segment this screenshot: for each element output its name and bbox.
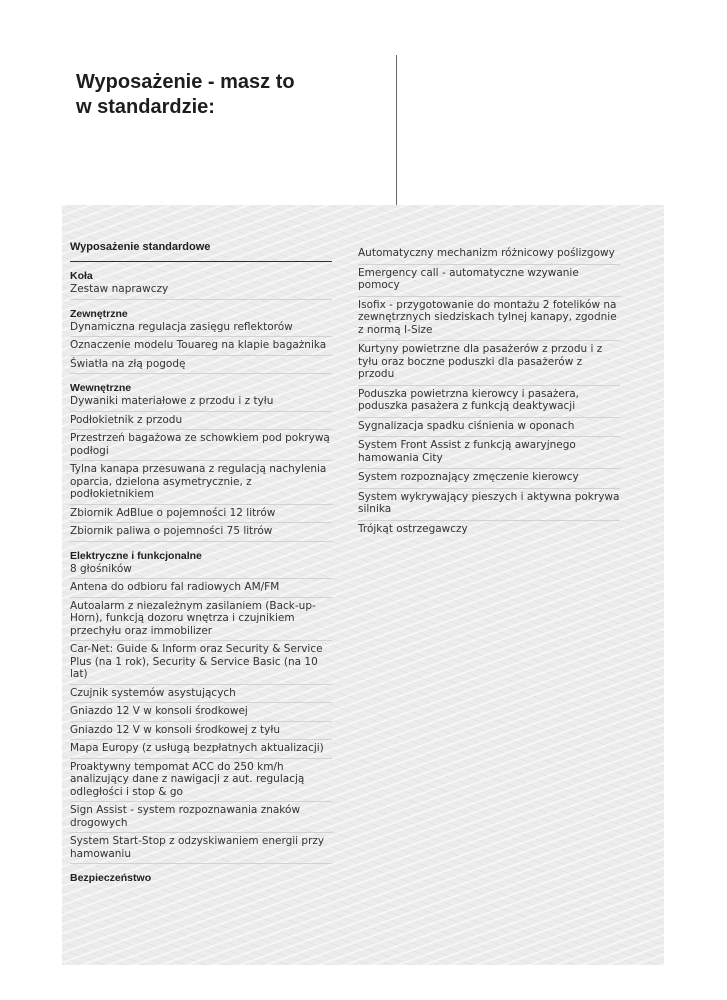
list-item: Gniazdo 12 V w konsoli środkowej [70, 703, 332, 722]
list-item: Czujnik systemów asystujących [70, 685, 332, 704]
list-item: Autoalarm z niezależnym zasilaniem (Back-up-Horn), funkcją dozoru wnętrza i czujnikiem przechyłu oraz immobilizer [70, 598, 332, 642]
list-item: Zestaw naprawczy [70, 283, 332, 300]
page-title-line-2: w standardzie: [76, 96, 215, 118]
group-title: Elektryczne i funkcjonalne [70, 549, 202, 562]
list-item: Proaktywny tempomat ACC do 250 km/h analizujący dane z nawigacji z aut. regulacją odległości i stop & go [70, 759, 332, 803]
list-item: Kurtyny powietrzne dla pasażerów z przodu i z tyłu oraz boczne poduszki dla pasażerów z przodu [358, 341, 620, 386]
list-item: Isofix - przygotowanie do montażu 2 fotelików na zewnętrznych siedziskach tylnej kanapy, zgodnie z normą I-Size [358, 297, 620, 342]
table-heading: Wyposażenie standardowe [70, 241, 332, 262]
list-item: Dynamiczna regulacja zasięgu reflektorów [70, 321, 332, 338]
list-item: System Front Assist z funkcją awaryjnego hamowania City [358, 437, 620, 469]
left-column [70, 241, 332, 885]
group-elektryczne [70, 550, 332, 865]
group-title: Koła [70, 270, 93, 282]
list-item: Trójkąt ostrzegawczy [358, 522, 468, 535]
list-item: Automatyczny mechanizm różnicowy poślizgowy [358, 245, 620, 265]
list-item: Mapa Europy (z usługą bezpłatnych aktualizacji) [70, 740, 332, 759]
vertical-divider [396, 55, 397, 205]
list-item: Sign Assist - system rozpoznawania znaków drogowych [70, 802, 332, 833]
page-title-line-1: Wyposażenie - masz to [76, 71, 295, 93]
equipment-panel [62, 205, 664, 965]
group-title: Bezpieczeństwo [70, 872, 152, 884]
list-item: Zbiornik paliwa o pojemności 75 litrów [70, 523, 332, 542]
list-item: Dywaniki materiałowe z przodu i z tyłu [70, 395, 332, 412]
list-item: Oznaczenie modelu Touareg na klapie bagażnika [70, 337, 332, 356]
group-title: Zewnętrzne [70, 307, 128, 320]
list-item: 8 głośników [70, 563, 332, 580]
list-item: Podłokietnik z przodu [70, 412, 332, 431]
list-item: Gniazdo 12 V w konsoli środkowej z tyłu [70, 722, 332, 741]
group-title: Wewnętrzne [70, 382, 132, 394]
list-item: Emergency call - automatyczne wzywanie pomocy [358, 265, 620, 297]
list-item: Przestrzeń bagażowa ze schowkiem pod pokrywą podłogi [70, 430, 332, 461]
group-zewnetrzne [70, 308, 332, 375]
group-bezpieczenstwo [70, 872, 332, 885]
list-item: Antena do odbioru fal radiowych AM/FM [70, 579, 332, 598]
list-item: Światła na złą pogodę [70, 356, 332, 375]
list-item: System Start-Stop z odzyskiwaniem energii przy hamowaniu [70, 833, 332, 864]
page-title [76, 70, 295, 120]
list-item: Poduszka powietrzna kierowcy i pasażera, poduszka pasażera z funkcją deaktywacji [358, 386, 620, 418]
right-column [358, 245, 620, 539]
list-item: Tylna kanapa przesuwana z regulacją nachylenia oparcia, dzielona asymetrycznie, z podłokietnikiem [70, 461, 332, 505]
list-item: System wykrywający pieszych i aktywna pokrywa silnika [358, 489, 620, 521]
group-wewnetrzne [70, 382, 332, 542]
list-item: System rozpoznający zmęczenie kierowcy [358, 469, 620, 489]
list-item: Zbiornik AdBlue o pojemności 12 litrów [70, 505, 332, 524]
group-kola [70, 270, 332, 300]
list-item: Car-Net: Guide & Inform oraz Security & Service Plus (na 1 rok), Security & Service Basic (na 10 lat) [70, 641, 332, 685]
list-item: Sygnalizacja spadku ciśnienia w oponach [358, 418, 620, 438]
